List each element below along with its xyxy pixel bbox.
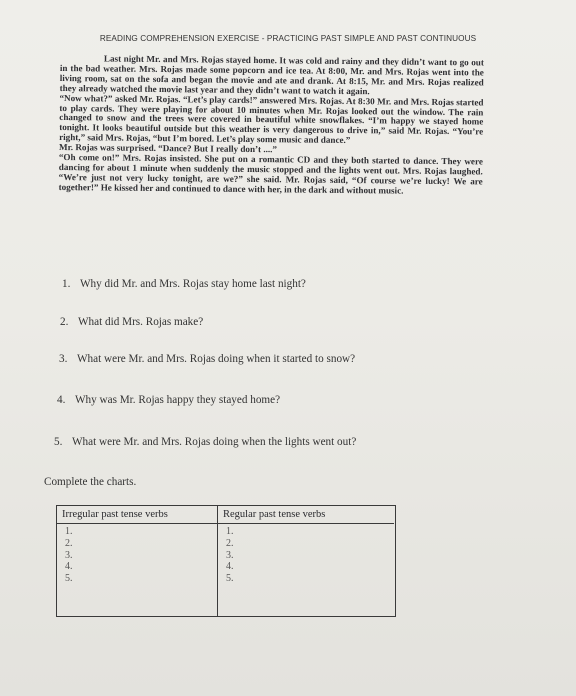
reading-passage	[59, 54, 484, 197]
question-text: What were Mr. and Mrs. Rojas doing when it started to snow?	[77, 353, 356, 365]
question-text: Why did Mr. and Mrs. Rojas stay home last night?	[80, 278, 306, 290]
passage-paragraph: Mr. Rojas was surprised. “Dance? But I really don’t ....”	[58, 142, 278, 155]
irregular-row-number: 5.	[65, 573, 73, 585]
question-item	[59, 353, 355, 365]
regular-row-number: 2.	[226, 537, 234, 549]
irregular-row-number: 3.	[65, 549, 73, 561]
irregular-verbs-column	[57, 506, 218, 616]
verb-chart	[56, 505, 396, 617]
regular-row-number: 1.	[226, 526, 234, 537]
worksheet-title: READING COMPREHENSION EXERCISE - PRACTICING PAST SIMPLE AND PAST CONTINUOUS	[99, 34, 477, 43]
complete-charts-label: Complete the charts.	[44, 476, 137, 488]
question-item	[57, 394, 280, 406]
passage-paragraph: “Oh come on!” Mrs. Rojas insisted. She put on a romantic CD and they both started to dance. They were dancing for about 1 minute when suddenly the music stopped and the lights went out. Mrs. Rojas laughed. “We’re just not very lucky tonight, are we?” she said. Mr. Rojas said, “Of course we’re lucky! We are together!” He kissed her and continued to dance with her, in the dark and without music.	[58, 152, 483, 196]
irregular-row-number: 4.	[65, 561, 73, 573]
passage-paragraph: “Now what?” asked Mr. Rojas. “Let’s play cards!” answered Mrs. Rojas. At 8:30 Mr. and Mrs. Rojas started to play cards. They were playing for about 10 minutes when Mr. Rojas looked out the window. The rain changed to snow and the trees were covered in beautiful white snowflakes. “I’m happy we stayed home tonight. It looks beautiful outside but this weather is very dangerous to drive in,” said Mr. Rojas. “You’re right,” said Mrs. Rojas, “but I’m bored. Let’s play some music and dance.”	[59, 92, 484, 146]
regular-verbs-header: Regular past tense verbs	[218, 506, 394, 524]
question-number: 1.	[62, 278, 71, 290]
regular-verbs-column	[218, 506, 394, 616]
regular-row-number: 3.	[226, 549, 234, 561]
irregular-row-number: 1.	[65, 526, 73, 537]
passage-paragraph: Last night Mr. and Mrs. Rojas stayed home. It was cold and rainy and they didn’t want to go out in the bad weather. Mrs. Rojas made some popcorn and ice tea. At 8:00, Mr. and Mrs. Rojas went into the living room, sat on the sofa and began the movie and ate and drank. At 8:15, Mr. and Mrs. Rojas realized they already watched the movie last year and they didn’t want to watch it again.	[59, 53, 484, 96]
question-number: 3.	[59, 353, 68, 365]
question-text: What were Mr. and Mrs. Rojas doing when the lights went out?	[72, 436, 357, 448]
question-number: 2.	[60, 316, 69, 328]
irregular-row-number: 2.	[65, 537, 73, 549]
irregular-verbs-header: Irregular past tense verbs	[57, 506, 217, 524]
question-number: 5.	[54, 436, 63, 448]
regular-row-number: 4.	[226, 561, 234, 573]
question-item	[60, 316, 203, 328]
question-text: Why was Mr. Rojas happy they stayed home?	[75, 394, 281, 406]
question-number: 4.	[57, 394, 66, 406]
question-text: What did Mrs. Rojas make?	[78, 316, 204, 328]
regular-row-number: 5.	[226, 573, 234, 585]
question-item	[54, 436, 356, 448]
question-item	[62, 278, 306, 290]
